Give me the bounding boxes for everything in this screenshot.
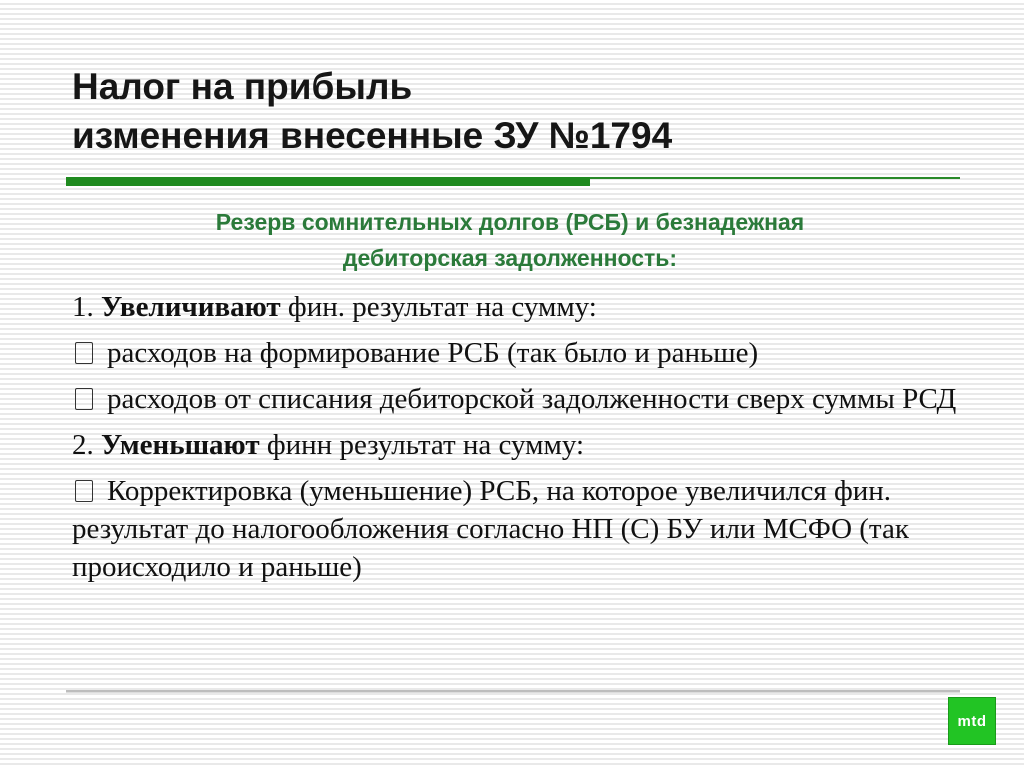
item-text: расходов на формирование РСБ (так было и раньше) [107,337,759,369]
list-item-2 [72,334,972,372]
list-item-4 [72,426,972,464]
title-underline-thin [590,177,960,179]
square-bullet-icon [75,388,93,410]
footer-divider [66,690,960,693]
item-number: 2. [72,429,101,461]
slide-content [72,288,972,594]
item-bold-text: Увеличивают [101,291,281,323]
item-bold-text: Уменьшают [101,429,260,461]
subtitle-line-1: Резерв сомнительных долгов (РСБ) и безнадежная [215,209,805,235]
list-item-1 [72,288,972,326]
title-line-1: Налог на прибыль [72,66,413,107]
mtd-logo [948,697,996,745]
title-underline-thick [66,177,590,186]
logo-text: mtd [957,712,987,730]
list-item-3 [72,380,972,418]
item-text: финн результат на сумму: [259,429,585,461]
list-item-5 [72,472,972,586]
subtitle-line-2: дебиторская задолженность: [342,245,678,271]
slide-title [72,62,672,160]
item-text: расходов от списания дебиторской задолженности сверх суммы РСД [107,383,957,415]
slide-subtitle [100,204,920,276]
square-bullet-icon [75,480,93,502]
title-line-2: изменения внесенные ЗУ №1794 [72,115,673,156]
square-bullet-icon [75,342,93,364]
item-text: Корректировка (уменьшение) РСБ, на которое увеличился фин. результат до налогообложения согласно НП (С) БУ или МСФО (так происходило и раньше) [72,475,909,583]
item-number: 1. [72,291,101,323]
item-text: фин. результат на сумму: [280,291,597,323]
